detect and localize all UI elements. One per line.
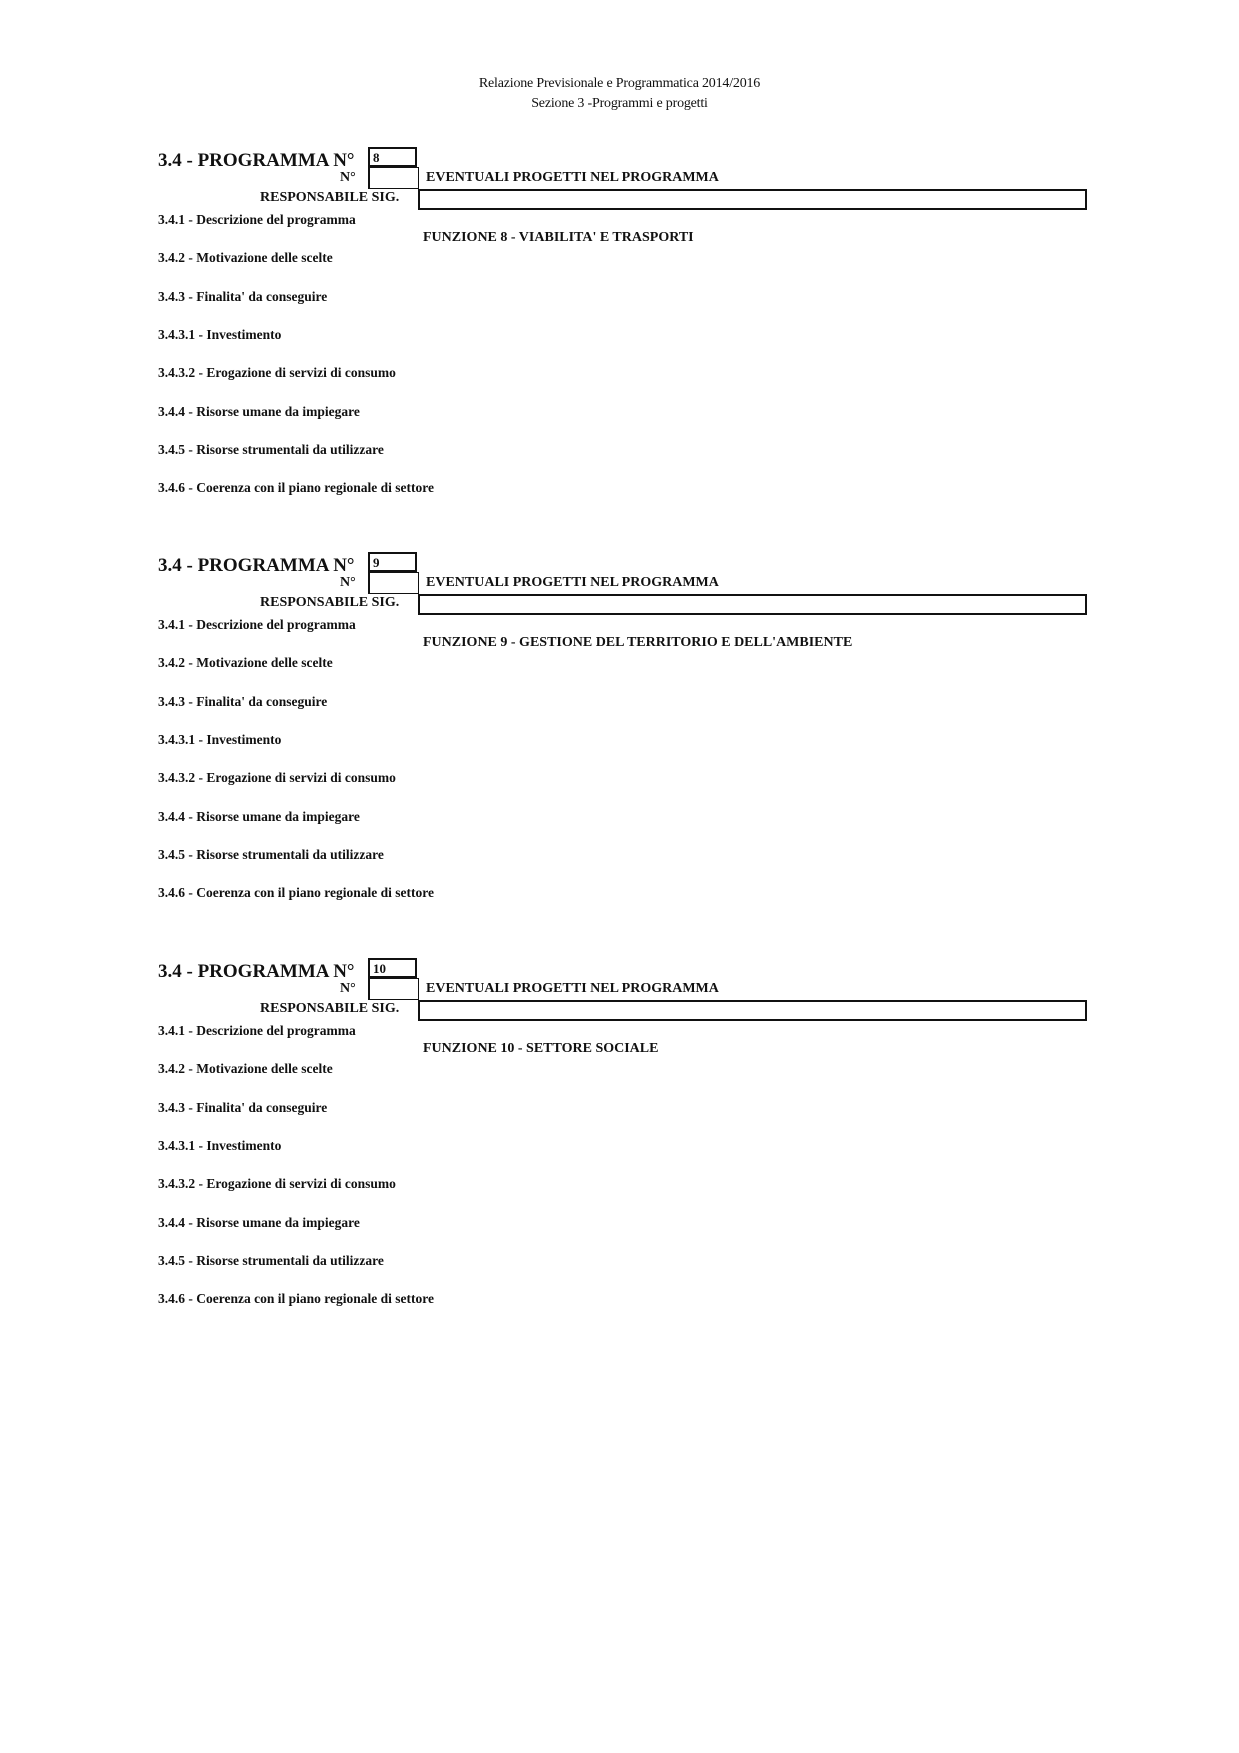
project-number-field — [368, 572, 419, 594]
section-item: 3.4.1 - Descrizione del programma — [158, 617, 356, 632]
section-item: 3.4.6 - Coerenza con il piano regionale di settore — [158, 885, 434, 901]
section-item: 3.4.3 - Finalita' da conseguire — [158, 1099, 328, 1115]
funzione-title: FUNZIONE 10 - SETTORE SOCIALE — [423, 1041, 659, 1056]
responsible-field — [418, 1000, 1087, 1021]
section-item: 3.4.5 - Risorse strumentali da utilizzare — [158, 441, 384, 457]
section-item: 3.4.3.2 - Erogazione di servizi di consumo — [158, 770, 396, 786]
program-title: 3.4 - PROGRAMMA N° — [158, 961, 355, 982]
section-item: 3.4.3.1 - Investimento — [158, 326, 282, 342]
projects-label: EVENTUALI PROGETTI NEL PROGRAMMA — [426, 170, 719, 185]
section-item: 3.4.4 - Risorse umane da impiegare — [158, 403, 360, 419]
responsible-field — [418, 594, 1087, 615]
section-item: 3.4.3 - Finalita' da conseguire — [158, 693, 328, 709]
funzione-title: FUNZIONE 9 - GESTIONE DEL TERRITORIO E DELL'AMBIENTE — [423, 635, 853, 650]
section-item: 3.4.3.1 - Investimento — [158, 731, 282, 747]
program-block — [0, 555, 1239, 955]
projects-label: EVENTUALI PROGETTI NEL PROGRAMMA — [426, 981, 719, 996]
header-title: Relazione Previsionale e Programmatica 2014/2016 — [478, 76, 761, 91]
section-item: 3.4.5 - Risorse strumentali da utilizzare — [158, 1252, 384, 1268]
program-number-field: 9 — [368, 552, 417, 572]
program-block — [0, 150, 1239, 550]
project-number-field — [368, 978, 419, 1000]
program-number-field: 8 — [368, 147, 417, 167]
section-item: 3.4.3 - Finalita' da conseguire — [158, 288, 328, 304]
section-item: 3.4.3.1 - Investimento — [158, 1137, 282, 1153]
section-item: 3.4.3.2 - Erogazione di servizi di consumo — [158, 1176, 396, 1192]
section-item: 3.4.2 - Motivazione delle scelte — [158, 250, 333, 266]
section-item: 3.4.2 - Motivazione delle scelte — [158, 655, 333, 671]
section-item: 3.4.5 - Risorse strumentali da utilizzare — [158, 846, 384, 862]
section-item: 3.4.6 - Coerenza con il piano regionale di settore — [158, 1291, 434, 1307]
program-title: 3.4 - PROGRAMMA N° — [158, 150, 355, 171]
responsible-label: RESPONSABILE SIG. — [260, 1001, 400, 1016]
program-title: 3.4 - PROGRAMMA N° — [158, 555, 355, 576]
section-item: 3.4.1 - Descrizione del programma — [158, 1023, 356, 1038]
responsible-label: RESPONSABILE SIG. — [260, 595, 400, 610]
projects-label: EVENTUALI PROGETTI NEL PROGRAMMA — [426, 575, 719, 590]
project-number-field — [368, 167, 419, 189]
project-number-label: N° — [340, 575, 356, 590]
section-item: 3.4.4 - Risorse umane da impiegare — [158, 808, 360, 824]
section-item: 3.4.2 - Motivazione delle scelte — [158, 1061, 333, 1077]
section-item: 3.4.6 - Coerenza con il piano regionale di settore — [158, 480, 434, 496]
section-item: 3.4.3.2 - Erogazione di servizi di consumo — [158, 365, 396, 381]
responsible-label: RESPONSABILE SIG. — [260, 190, 400, 205]
section-item: 3.4.1 - Descrizione del programma — [158, 212, 356, 227]
program-block — [0, 961, 1239, 1361]
project-number-label: N° — [340, 170, 356, 185]
header-subtitle: Sezione 3 -Programmi e progetti — [531, 96, 708, 111]
program-number-field: 10 — [368, 958, 417, 978]
funzione-title: FUNZIONE 8 - VIABILITA' E TRASPORTI — [423, 230, 694, 245]
responsible-field — [418, 189, 1087, 210]
project-number-label: N° — [340, 981, 356, 996]
section-item: 3.4.4 - Risorse umane da impiegare — [158, 1214, 360, 1230]
